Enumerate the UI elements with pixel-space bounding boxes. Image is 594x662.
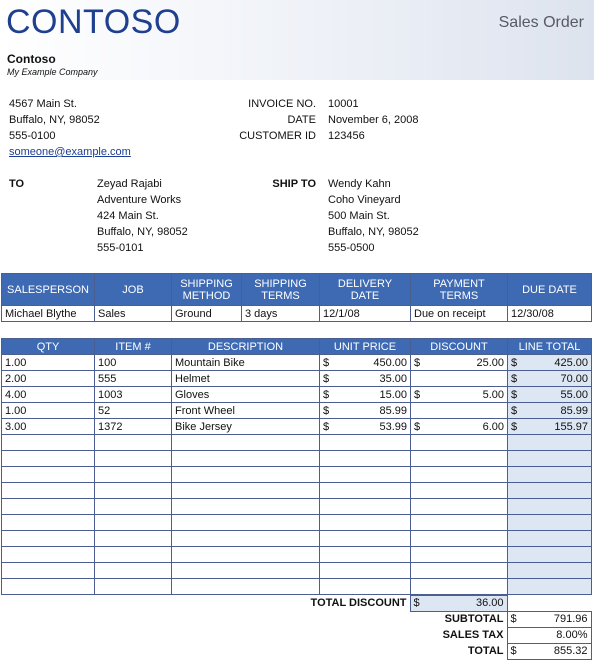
currency-symbol: $ [323, 388, 330, 401]
discount-cell [411, 451, 508, 467]
header-text: TERMS [439, 289, 479, 302]
item-number-cell: 1003 [95, 387, 172, 403]
header-text: METHOD [182, 289, 231, 302]
total-discount-cell [410, 596, 507, 612]
total-discount-value: 36.00 [475, 597, 504, 609]
line-total-cell [508, 467, 592, 483]
currency-symbol: $ [511, 388, 518, 401]
discount-cell [411, 403, 508, 419]
header-qty: QTY [2, 339, 95, 355]
ship-to-line: Coho Vineyard [328, 194, 401, 206]
currency-symbol: $ [510, 613, 517, 625]
empty-table-row [2, 467, 592, 483]
line-total-cell [508, 563, 592, 579]
currency-symbol: $ [323, 372, 330, 385]
currency-symbol: $ [323, 420, 330, 433]
subtotal-cell [507, 612, 591, 628]
to-line: Zeyad Rajabi [97, 178, 162, 190]
unit-price-cell [320, 355, 411, 371]
empty-table-row [2, 531, 592, 547]
discount-cell [411, 563, 508, 579]
qty-cell [2, 467, 95, 483]
unit-price-cell [320, 435, 411, 451]
item-number-cell [95, 451, 172, 467]
delivery-date-cell: 12/1/08 [320, 306, 411, 322]
line-total-cell [508, 451, 592, 467]
ship-to-line: Wendy Kahn [328, 178, 391, 190]
header-salesperson [2, 274, 95, 306]
description-cell [172, 579, 320, 595]
discount-cell [411, 355, 508, 371]
unit-price-value: 15.00 [379, 388, 407, 401]
qty-cell [2, 435, 95, 451]
document-title: Sales Order [498, 14, 584, 31]
description-cell [172, 563, 320, 579]
line-total-cell [508, 355, 592, 371]
company-name: Contoso [7, 52, 56, 66]
discount-cell [411, 531, 508, 547]
sales-tax-value: 8.00% [507, 628, 591, 644]
header-text: TERMS [261, 289, 300, 302]
line-total-cell [508, 371, 592, 387]
ship-to-line: 555-0500 [328, 242, 375, 254]
discount-cell [411, 499, 508, 515]
header-delivery-date [320, 274, 411, 306]
unit-price-cell [320, 531, 411, 547]
header-text: PAYMENT [433, 277, 485, 290]
due-date-cell: 12/30/08 [508, 306, 592, 322]
item-number-cell: 52 [95, 403, 172, 419]
unit-price-value: 53.99 [379, 420, 407, 433]
discount-cell [411, 467, 508, 483]
qty-cell [2, 579, 95, 595]
empty-cell [243, 644, 410, 660]
line-total-cell [508, 547, 592, 563]
header-discount: DISCOUNT [411, 339, 508, 355]
address-street: 4567 Main St. [9, 98, 77, 110]
currency-symbol: $ [414, 356, 421, 369]
line-total-cell [508, 419, 592, 435]
table-row [2, 355, 592, 371]
sales-tax-label: SALES TAX [442, 629, 504, 641]
header-job [95, 274, 172, 306]
qty-cell [2, 499, 95, 515]
line-total-cell [508, 403, 592, 419]
header-text: SALESPERSON [7, 283, 89, 296]
table-row [2, 371, 592, 387]
header-item-number: ITEM # [95, 339, 172, 355]
qty-cell: 4.00 [2, 387, 95, 403]
line-total-cell [508, 483, 592, 499]
customer-id-value: 123456 [328, 130, 365, 142]
invoice-number-value: 10001 [328, 98, 359, 110]
total-label: TOTAL [467, 645, 504, 657]
empty-table-row [2, 483, 592, 499]
description-cell [172, 515, 320, 531]
subtotal-value: 791.96 [553, 613, 588, 625]
line-total-cell [508, 579, 592, 595]
discount-value: 25.00 [476, 356, 504, 369]
header-line-total: LINE TOTAL [508, 339, 592, 355]
header-payment-terms [411, 274, 508, 306]
empty-cell [243, 628, 410, 644]
item-number-cell [95, 435, 172, 451]
item-number-cell [95, 483, 172, 499]
line-total-cell [508, 531, 592, 547]
job-cell: Sales [95, 306, 172, 322]
qty-cell: 3.00 [2, 419, 95, 435]
empty-cell [507, 596, 591, 612]
total-cell [507, 644, 591, 660]
item-number-cell: 555 [95, 371, 172, 387]
empty-table-row [2, 547, 592, 563]
discount-cell [411, 435, 508, 451]
item-number-cell [95, 531, 172, 547]
total-value: 855.32 [553, 645, 588, 657]
description-cell [172, 435, 320, 451]
qty-cell [2, 451, 95, 467]
header-text: JOB [122, 283, 144, 296]
address-email-link[interactable]: someone@example.com [9, 146, 131, 158]
customer-id-label: CUSTOMER ID [239, 130, 316, 142]
unit-price-cell [320, 483, 411, 499]
line-total-value: 70.00 [560, 372, 588, 385]
item-number-cell [95, 515, 172, 531]
item-number-cell [95, 563, 172, 579]
unit-price-cell [320, 515, 411, 531]
empty-table-row [2, 579, 592, 595]
unit-price-cell [320, 547, 411, 563]
unit-price-cell [320, 387, 411, 403]
item-number-cell: 1372 [95, 419, 172, 435]
line-total-cell [508, 515, 592, 531]
table-row [2, 419, 592, 435]
unit-price-cell [320, 371, 411, 387]
ship-to-line: 500 Main St. [328, 210, 390, 222]
unit-price-cell [320, 499, 411, 515]
currency-symbol: $ [511, 356, 518, 369]
invoice-number-label: INVOICE NO. [248, 98, 316, 110]
totals-table [243, 595, 592, 660]
qty-cell [2, 483, 95, 499]
header-text: DUE DATE [522, 283, 577, 296]
header-text: SHIPPING [180, 277, 233, 290]
header-shipping-terms [242, 274, 320, 306]
currency-symbol: $ [511, 372, 518, 385]
total-discount-label: TOTAL DISCOUNT [310, 597, 407, 609]
item-number-cell [95, 499, 172, 515]
description-cell: Bike Jersey [172, 419, 320, 435]
description-cell: Front Wheel [172, 403, 320, 419]
line-total-cell [508, 499, 592, 515]
payment-terms-cell: Due on receipt [411, 306, 508, 322]
item-number-cell [95, 547, 172, 563]
order-info-row [2, 306, 592, 322]
table-row [2, 387, 592, 403]
brand-logo-text: CONTOSO [6, 3, 181, 41]
unit-price-cell [320, 467, 411, 483]
empty-cell [243, 612, 410, 628]
to-line: 424 Main St. [97, 210, 159, 222]
currency-symbol: $ [511, 404, 518, 417]
discount-value: 6.00 [482, 420, 504, 433]
unit-price-cell [320, 403, 411, 419]
line-total-value: 85.99 [560, 404, 588, 417]
currency-symbol: $ [323, 404, 330, 417]
unit-price-value: 450.00 [373, 356, 407, 369]
currency-symbol: $ [413, 597, 420, 609]
discount-cell [411, 371, 508, 387]
to-line: Adventure Works [97, 194, 182, 206]
currency-symbol: $ [511, 420, 518, 433]
description-cell [172, 483, 320, 499]
discount-value: 5.00 [482, 388, 504, 401]
ship-to-label: SHIP TO [272, 178, 316, 190]
to-line: 555-0101 [97, 242, 144, 254]
currency-symbol: $ [414, 420, 421, 433]
description-cell [172, 531, 320, 547]
shipping-terms-cell: 3 days [242, 306, 320, 322]
date-label: DATE [287, 114, 316, 126]
discount-cell [411, 579, 508, 595]
header-text: SHIPPING [254, 277, 307, 290]
line-total-cell [508, 435, 592, 451]
to-line: Buffalo, NY, 98052 [97, 226, 188, 238]
unit-price-cell [320, 563, 411, 579]
header-unit-price: UNIT PRICE [320, 339, 411, 355]
address-phone: 555-0100 [9, 130, 56, 142]
line-total-cell [508, 387, 592, 403]
ship-to-line: Buffalo, NY, 98052 [328, 226, 419, 238]
description-cell [172, 451, 320, 467]
empty-table-row [2, 563, 592, 579]
description-cell: Mountain Bike [172, 355, 320, 371]
item-number-cell [95, 467, 172, 483]
description-cell: Helmet [172, 371, 320, 387]
to-label: TO [9, 178, 25, 190]
header-due-date [508, 274, 592, 306]
order-info-table [1, 273, 592, 322]
subtotal-label: SUBTOTAL [444, 613, 504, 626]
unit-price-value: 35.00 [379, 372, 407, 385]
discount-cell [411, 515, 508, 531]
header-text: DELIVERY [337, 277, 393, 290]
description-cell [172, 467, 320, 483]
date-value: November 6, 2008 [328, 114, 419, 126]
qty-cell: 2.00 [2, 371, 95, 387]
table-row [2, 403, 592, 419]
description-cell [172, 499, 320, 515]
qty-cell [2, 563, 95, 579]
unit-price-cell [320, 419, 411, 435]
item-number-cell [95, 579, 172, 595]
discount-cell [411, 483, 508, 499]
currency-symbol: $ [414, 388, 421, 401]
address-city: Buffalo, NY, 98052 [9, 114, 100, 126]
description-cell: Gloves [172, 387, 320, 403]
discount-cell [411, 387, 508, 403]
qty-cell [2, 531, 95, 547]
item-number-cell: 100 [95, 355, 172, 371]
currency-symbol: $ [510, 645, 517, 657]
empty-table-row [2, 499, 592, 515]
header-shipping-method [172, 274, 242, 306]
unit-price-cell [320, 451, 411, 467]
line-total-value: 155.97 [554, 420, 588, 433]
qty-cell: 1.00 [2, 403, 95, 419]
line-total-value: 425.00 [554, 356, 588, 369]
unit-price-cell [320, 579, 411, 595]
currency-symbol: $ [323, 356, 330, 369]
qty-cell [2, 515, 95, 531]
shipping-method-cell: Ground [172, 306, 242, 322]
description-cell [172, 547, 320, 563]
header-description: DESCRIPTION [172, 339, 320, 355]
empty-table-row [2, 435, 592, 451]
line-items-table [1, 338, 592, 595]
unit-price-value: 85.99 [379, 404, 407, 417]
discount-cell [411, 419, 508, 435]
discount-cell [411, 547, 508, 563]
header-text: DATE [350, 289, 380, 302]
qty-cell: 1.00 [2, 355, 95, 371]
salesperson-cell: Michael Blythe [2, 306, 95, 322]
line-total-value: 55.00 [560, 388, 588, 401]
company-slogan: My Example Company [7, 67, 98, 77]
qty-cell [2, 547, 95, 563]
empty-table-row [2, 451, 592, 467]
empty-table-row [2, 515, 592, 531]
